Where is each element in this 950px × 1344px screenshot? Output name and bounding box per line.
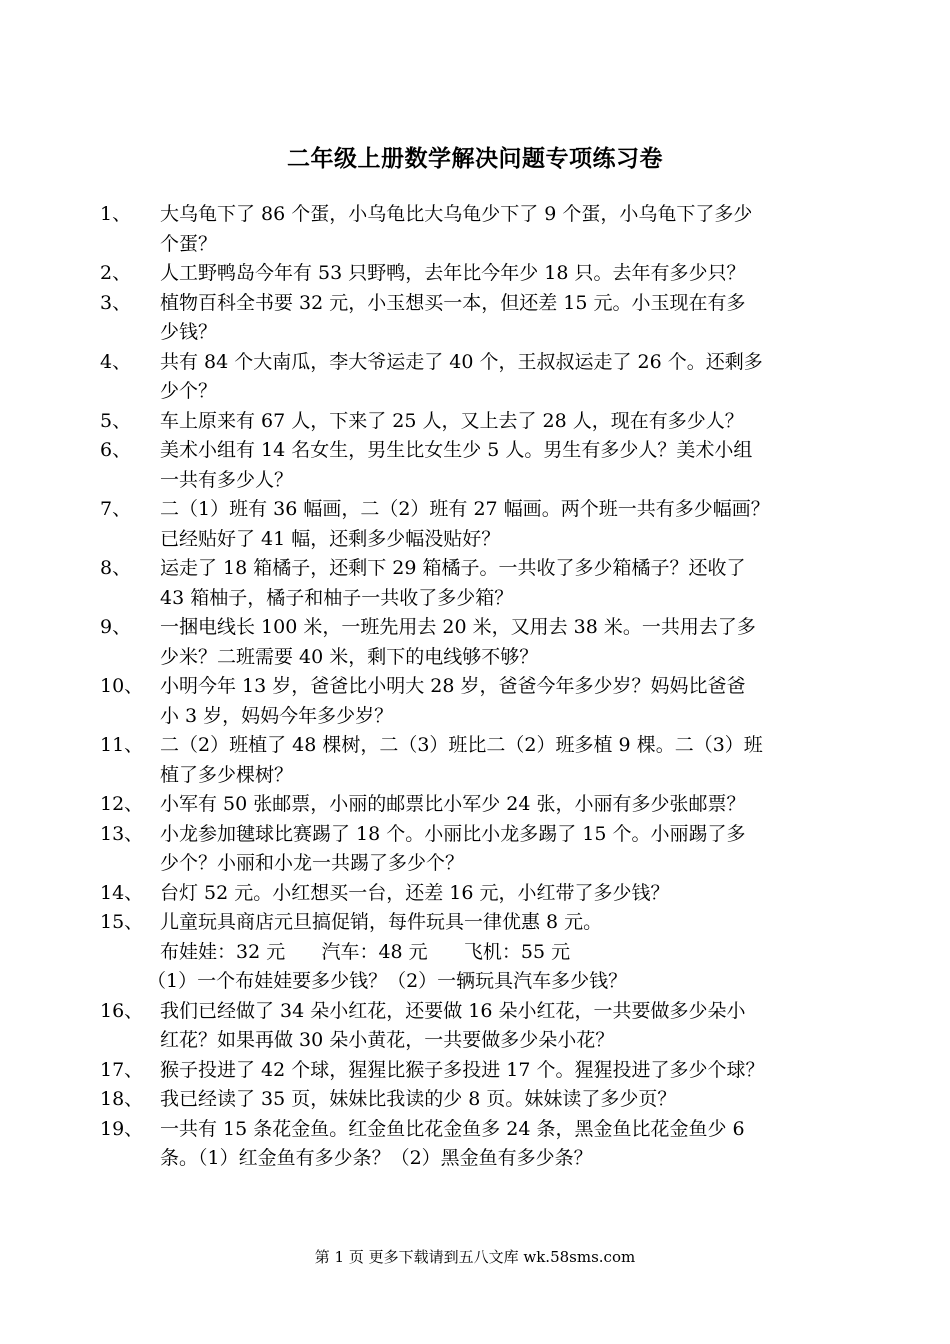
question-item [100,790,860,820]
question-item [100,1115,860,1174]
question-text [160,200,860,259]
question-text [160,407,860,437]
question-subparts: （1）一个布娃娃要多少钱？（2）一辆玩具汽车多少钱？ [147,970,628,992]
question-text [160,1115,860,1174]
question-item [100,259,860,289]
question-number: 3、 [100,291,132,314]
question-number: 15、 [100,911,144,933]
question-line: 条。（1）红金鱼有多少条？（2）黑金鱼有多少条？ [160,1147,593,1169]
question-text [160,348,860,407]
question-line: 红花？如果再做 30 朵小黄花，一共要做多少朵小花？ [160,1029,615,1051]
question-line: 运走了 18 箱橘子，还剩下 29 箱橘子。一共收了多少箱橘子？还收了 [160,557,746,579]
question-line: 植物百科全书要 32 元，小玉想买一本，但还差 15 元。小玉现在有多 [160,291,746,314]
question-line: 我们已经做了 34 朵小红花，还要做 16 朵小红花，一共要做多少朵小 [160,999,746,1022]
question-number: 2、 [100,262,132,284]
question-text [160,259,860,289]
question-number: 18、 [100,1088,144,1110]
question-item [100,554,860,613]
question-number: 13、 [100,822,144,845]
question-text [160,879,860,909]
question-text [160,997,860,1056]
question-number: 11、 [100,734,144,756]
question-line: 二（2）班植了 48 棵树，二（3）班比二（2）班多植 9 棵。二（3）班 [160,734,763,756]
question-line: 美术小组有 14 名女生，男生比女生少 5 人。男生有多少人？美术小组 [160,439,753,461]
question-list [100,200,860,1174]
question-item [100,879,860,909]
question-line: 小 3 岁，妈妈今年多少岁？ [160,704,394,727]
question-text [160,1056,860,1086]
question-number: 7、 [100,498,132,520]
question-line: 台灯 52 元。小红想买一台，还差 16 元，小红带了多少钱？ [160,881,670,904]
question-line: 大乌龟下了 86 个蛋，小乌龟比大乌龟少下了 9 个蛋，小乌龟下了多少 [160,203,753,225]
question-item [100,289,860,348]
question-text [160,289,860,348]
question-number: 1、 [100,203,132,225]
question-text [160,672,860,731]
question-item [100,672,860,731]
question-item [100,997,860,1056]
question-line: 猴子投进了 42 个球，猩猩比猴子多投进 17 个。猩猩投进了多少个球？ [160,1058,765,1081]
question-number: 5、 [100,409,132,432]
question-line: 一共有 15 条花金鱼。红金鱼比花金鱼多 24 条，黑金鱼比花金鱼少 6 [160,1117,745,1140]
question-item [100,820,860,879]
question-line: 植了多少棵树？ [160,763,294,786]
question-item [100,348,860,407]
question-line: 共有 84 个大南瓜，李大爷运走了 40 个，王叔叔运走了 26 个。还剩多 [160,350,763,373]
question-line: 已经贴好了 41 幅，还剩多少幅没贴好？ [160,527,501,550]
question-number: 12、 [100,793,144,815]
question-line: 我已经读了 35 页，妹妹比我读的少 8 页。妹妹读了多少页？ [160,1088,677,1110]
question-line: 个蛋？ [160,232,218,255]
question-line: 儿童玩具商店元旦搞促销，每件玩具一律优惠 8 元。 [160,911,603,933]
question-item [100,613,860,672]
question-text [160,495,860,554]
question-text [160,436,860,495]
question-text [160,1085,860,1115]
question-text [160,613,860,672]
question-text [160,790,860,820]
question-text [147,908,860,997]
question-item [100,908,860,997]
question-item [100,200,860,259]
question-line: 小军有 50 张邮票，小丽的邮票比小军少 24 张，小丽有多少张邮票？ [160,793,746,815]
question-line: 43 箱柚子，橘子和柚子一共收了多少箱？ [160,586,514,609]
question-item [100,731,860,790]
question-number: 17、 [100,1058,144,1081]
question-number: 19、 [100,1117,144,1140]
question-number: 9、 [100,616,132,638]
question-number: 6、 [100,439,132,461]
question-text [160,554,860,613]
page-footer: 第 1 页 更多下载请到五八文库 wk.58sms.com [314,1248,636,1266]
question-number: 16、 [100,999,144,1022]
question-text [160,820,860,879]
question-line: 一共有多少人？ [160,468,294,491]
question-number: 14、 [100,881,144,904]
question-line: 少个？小丽和小龙一共踢了多少个？ [160,852,465,874]
question-item [100,407,860,437]
question-item [100,1056,860,1086]
question-line: 少个？ [160,380,218,402]
question-item [100,1085,860,1115]
question-line: 一捆电线长 100 米，一班先用去 20 米，又用去 38 米。一共用去了多 [160,616,756,638]
question-line: 二（1）班有 36 幅画，二（2）班有 27 幅画。两个班一共有多少幅画？ [160,498,770,520]
question-line: 人工野鸭岛今年有 53 只野鸭，去年比今年少 18 只。去年有多少只？ [160,262,746,284]
question-line: 少米？二班需要 40 米，剩下的电线够不够？ [160,645,539,668]
question-line: 小龙参加毽球比赛踢了 18 个。小丽比小龙多踢了 15 个。小丽踢了多 [160,822,746,845]
question-number: 10、 [100,675,144,697]
question-line: 布娃娃：32 元 汽车：48 元 飞机：55 元 [160,940,571,963]
page-title: 二年级上册数学解决问题专项练习卷 [287,145,663,172]
question-number: 4、 [100,350,132,373]
question-text [160,731,860,790]
question-number: 8、 [100,557,132,579]
question-item [100,436,860,495]
question-line: 车上原来有 67 人，下来了 25 人，又上去了 28 人，现在有多少人？ [160,409,744,432]
question-item [100,495,860,554]
question-line: 少钱？ [160,321,218,343]
question-line: 小明今年 13 岁，爸爸比小明大 28 岁，爸爸今年多少岁？妈妈比爸爸 [160,675,746,697]
